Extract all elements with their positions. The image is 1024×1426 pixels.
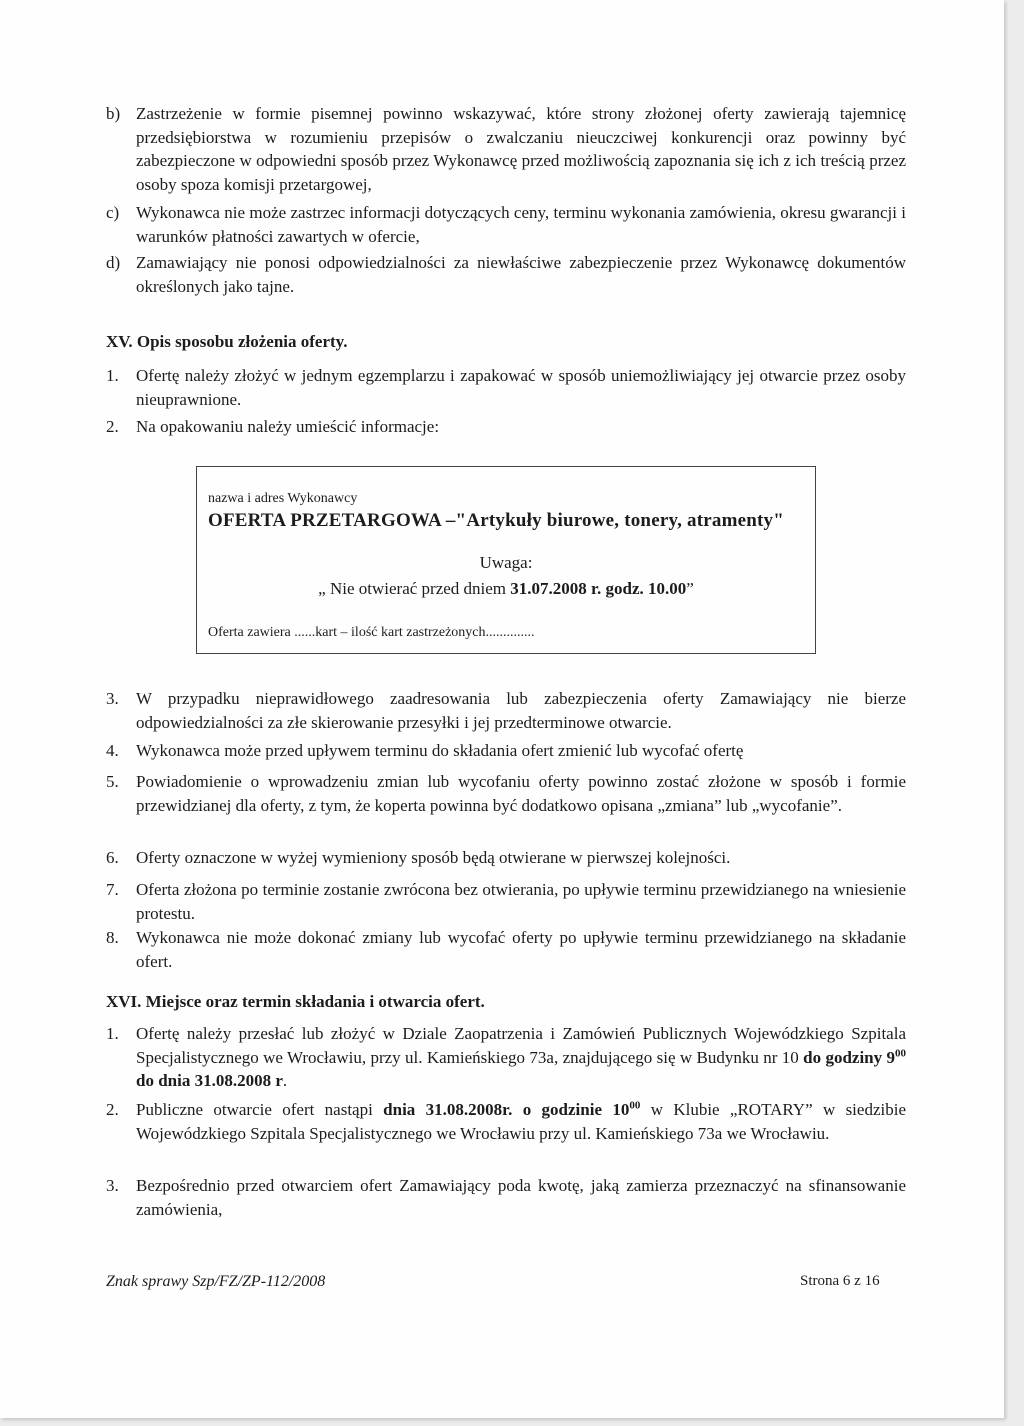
item-text — [136, 1022, 906, 1093]
item-text: W przypadku nieprawidłowego zaadresowania lub zabezpieczenia oferty Zamawiający nie bierze odpowiedzialności za złe skierowanie przesyłki i jej przedterminowe otwarcie. — [136, 689, 906, 732]
deadline-date: do dnia 31.08.2008 r — [136, 1071, 283, 1090]
box-offer-title: OFERTA PRZETARGOWA –"Artykuły biurowe, tonery, atramenty" — [208, 510, 784, 531]
item-label: 2. — [106, 1100, 119, 1119]
list-item — [106, 878, 906, 925]
opening-date: dnia 31.08.2008r. o godzinie 10 — [383, 1100, 630, 1119]
list-item — [106, 687, 906, 734]
item-text: Na opakowaniu należy umieścić informacje: — [136, 417, 440, 436]
item-label: 8. — [106, 928, 119, 947]
box-warning-prefix: „ Nie otwierać przed dniem — [318, 579, 511, 598]
envelope-label-box — [196, 466, 816, 654]
item-text: Zastrzeżenie w formie pisemnej powinno wskazywać, które strony złożonej oferty zawierają tajemnicę przedsiębiorstwa w rozumieniu przepisów o zwalczaniu nieuczciwej konkurencji oraz powinny być zabezpieczone w odpowiedni sposób przez Wykonawcę przed możliwością zapoznania się ich z ich treścią przez osoby spoza komisji przetargowej, — [136, 104, 906, 194]
item-text: Wykonawca może przed upływem terminu do składania ofert zmienić lub wycofać ofertę — [136, 741, 744, 760]
list-item — [106, 770, 906, 817]
item-label: 3. — [106, 689, 119, 708]
section-heading-xvi — [106, 990, 485, 1014]
item-label: 4. — [106, 741, 119, 760]
item-label: 2. — [106, 417, 119, 436]
section-heading-xv — [106, 330, 348, 354]
opening-minutes: 00 — [629, 1099, 641, 1112]
item-label: c) — [106, 203, 120, 222]
item-text: Powiadomienie o wprowadzeniu zmian lub wycofaniu oferty powinno zostać złożone w sposób i formie przewidzianej dla oferty, z tym, że koperta powinna być dodatkowo opisana „zmiana” lub „wycofanie”. — [136, 772, 906, 815]
item-text: Oferty oznaczone w wyżej wymieniony sposób będą otwierane w pierwszej kolejności. — [136, 848, 731, 867]
section-title: Opis sposobu złożenia oferty. — [136, 332, 348, 351]
section-number: XV. — [106, 332, 133, 351]
item-label: 5. — [106, 772, 119, 791]
item-label: 6. — [106, 848, 119, 867]
page-number: Strona 6 z 16 — [800, 1273, 880, 1289]
item-text: Wykonawca nie może zastrzec informacji dotyczących ceny, terminu wykonania zamówienia, okresu gwarancji i warunków płatności zawartych w ofercie, — [136, 203, 906, 246]
item-text-part: Publiczne otwarcie ofert nastąpi — [136, 1100, 384, 1119]
box-warning-date: 31.07.2008 r. godz. 10.00 — [510, 579, 687, 598]
list-item — [106, 1022, 906, 1093]
item-text: Ofertę należy złożyć w jednym egzemplarzu i zapakować w sposób uniemożliwiający jej otwarcie przez osoby nieuprawnione. — [136, 366, 906, 409]
section-title: Miejsce oraz termin składania i otwarcia ofert. — [145, 992, 485, 1011]
item-label: 3. — [106, 1176, 119, 1195]
item-label: 7. — [106, 880, 119, 899]
item-text: Oferta złożona po terminie zostanie zwrócona bez otwierania, po upływie terminu przewidzianego na wniesienie protestu. — [136, 880, 906, 923]
list-item — [106, 102, 906, 196]
item-text — [136, 1098, 906, 1145]
list-item — [106, 846, 906, 870]
box-warning-text — [197, 577, 815, 601]
deadline-hour: do godziny 9 — [803, 1047, 895, 1067]
case-reference: Znak sprawy Szp/FZ/ZP-112/2008 — [106, 1273, 326, 1290]
item-text: Wykonawca nie może dokonać zmiany lub wycofać oferty po upływie terminu przewidzianego na składanie ofert. — [136, 928, 906, 971]
item-text-end: w Klubie „ROTARY” w siedzibie Wojewódzkiego Szpitala Specjalistycznego we Wrocławiu przy ul. Kamieńskiego 73a we Wrocławiu. — [136, 1100, 906, 1143]
box-contractor-line: nazwa i adres Wykonawcy — [208, 491, 358, 506]
item-text-end: . — [282, 1071, 288, 1090]
item-text-part: Ofertę należy przesłać lub złożyć w Dziale Zaopatrzenia i Zamówień Publicznych Wojewódzkiego Szpitala Specjalistycznego we Wrocławiu, przy ul. Kamieńskiego 73a, znajdującego się w Budynku nr 10 — [136, 1024, 906, 1067]
item-label: d) — [106, 253, 121, 272]
list-item — [106, 1098, 906, 1145]
item-text: Bezpośrednio przed otwarciem ofert Zamawiający poda kwotę, jaką zamierza przeznaczyć na sfinansowanie zamówienia, — [136, 1176, 906, 1219]
item-label: 1. — [106, 366, 119, 385]
list-item — [106, 251, 906, 298]
box-warning-label: Uwaga: — [479, 553, 533, 572]
section-number: XVI. — [106, 992, 142, 1011]
item-text: Zamawiający nie ponosi odpowiedzialności za niewłaściwe zabezpieczenie przez Wykonawcę dokumentów określonych jako tajne. — [136, 253, 906, 296]
list-item — [106, 415, 906, 439]
list-item — [106, 364, 906, 411]
list-item — [106, 926, 906, 973]
list-item — [106, 201, 906, 248]
item-label: 1. — [106, 1024, 119, 1043]
item-label: b) — [106, 104, 121, 123]
list-item — [106, 1174, 906, 1221]
deadline-minutes: 00 — [895, 1046, 906, 1059]
box-pages-line: Oferta zawiera ......kart – ilość kart zastrzeżonych.............. — [208, 625, 535, 640]
box-warning-suffix: ” — [686, 579, 694, 598]
list-item — [106, 739, 906, 763]
